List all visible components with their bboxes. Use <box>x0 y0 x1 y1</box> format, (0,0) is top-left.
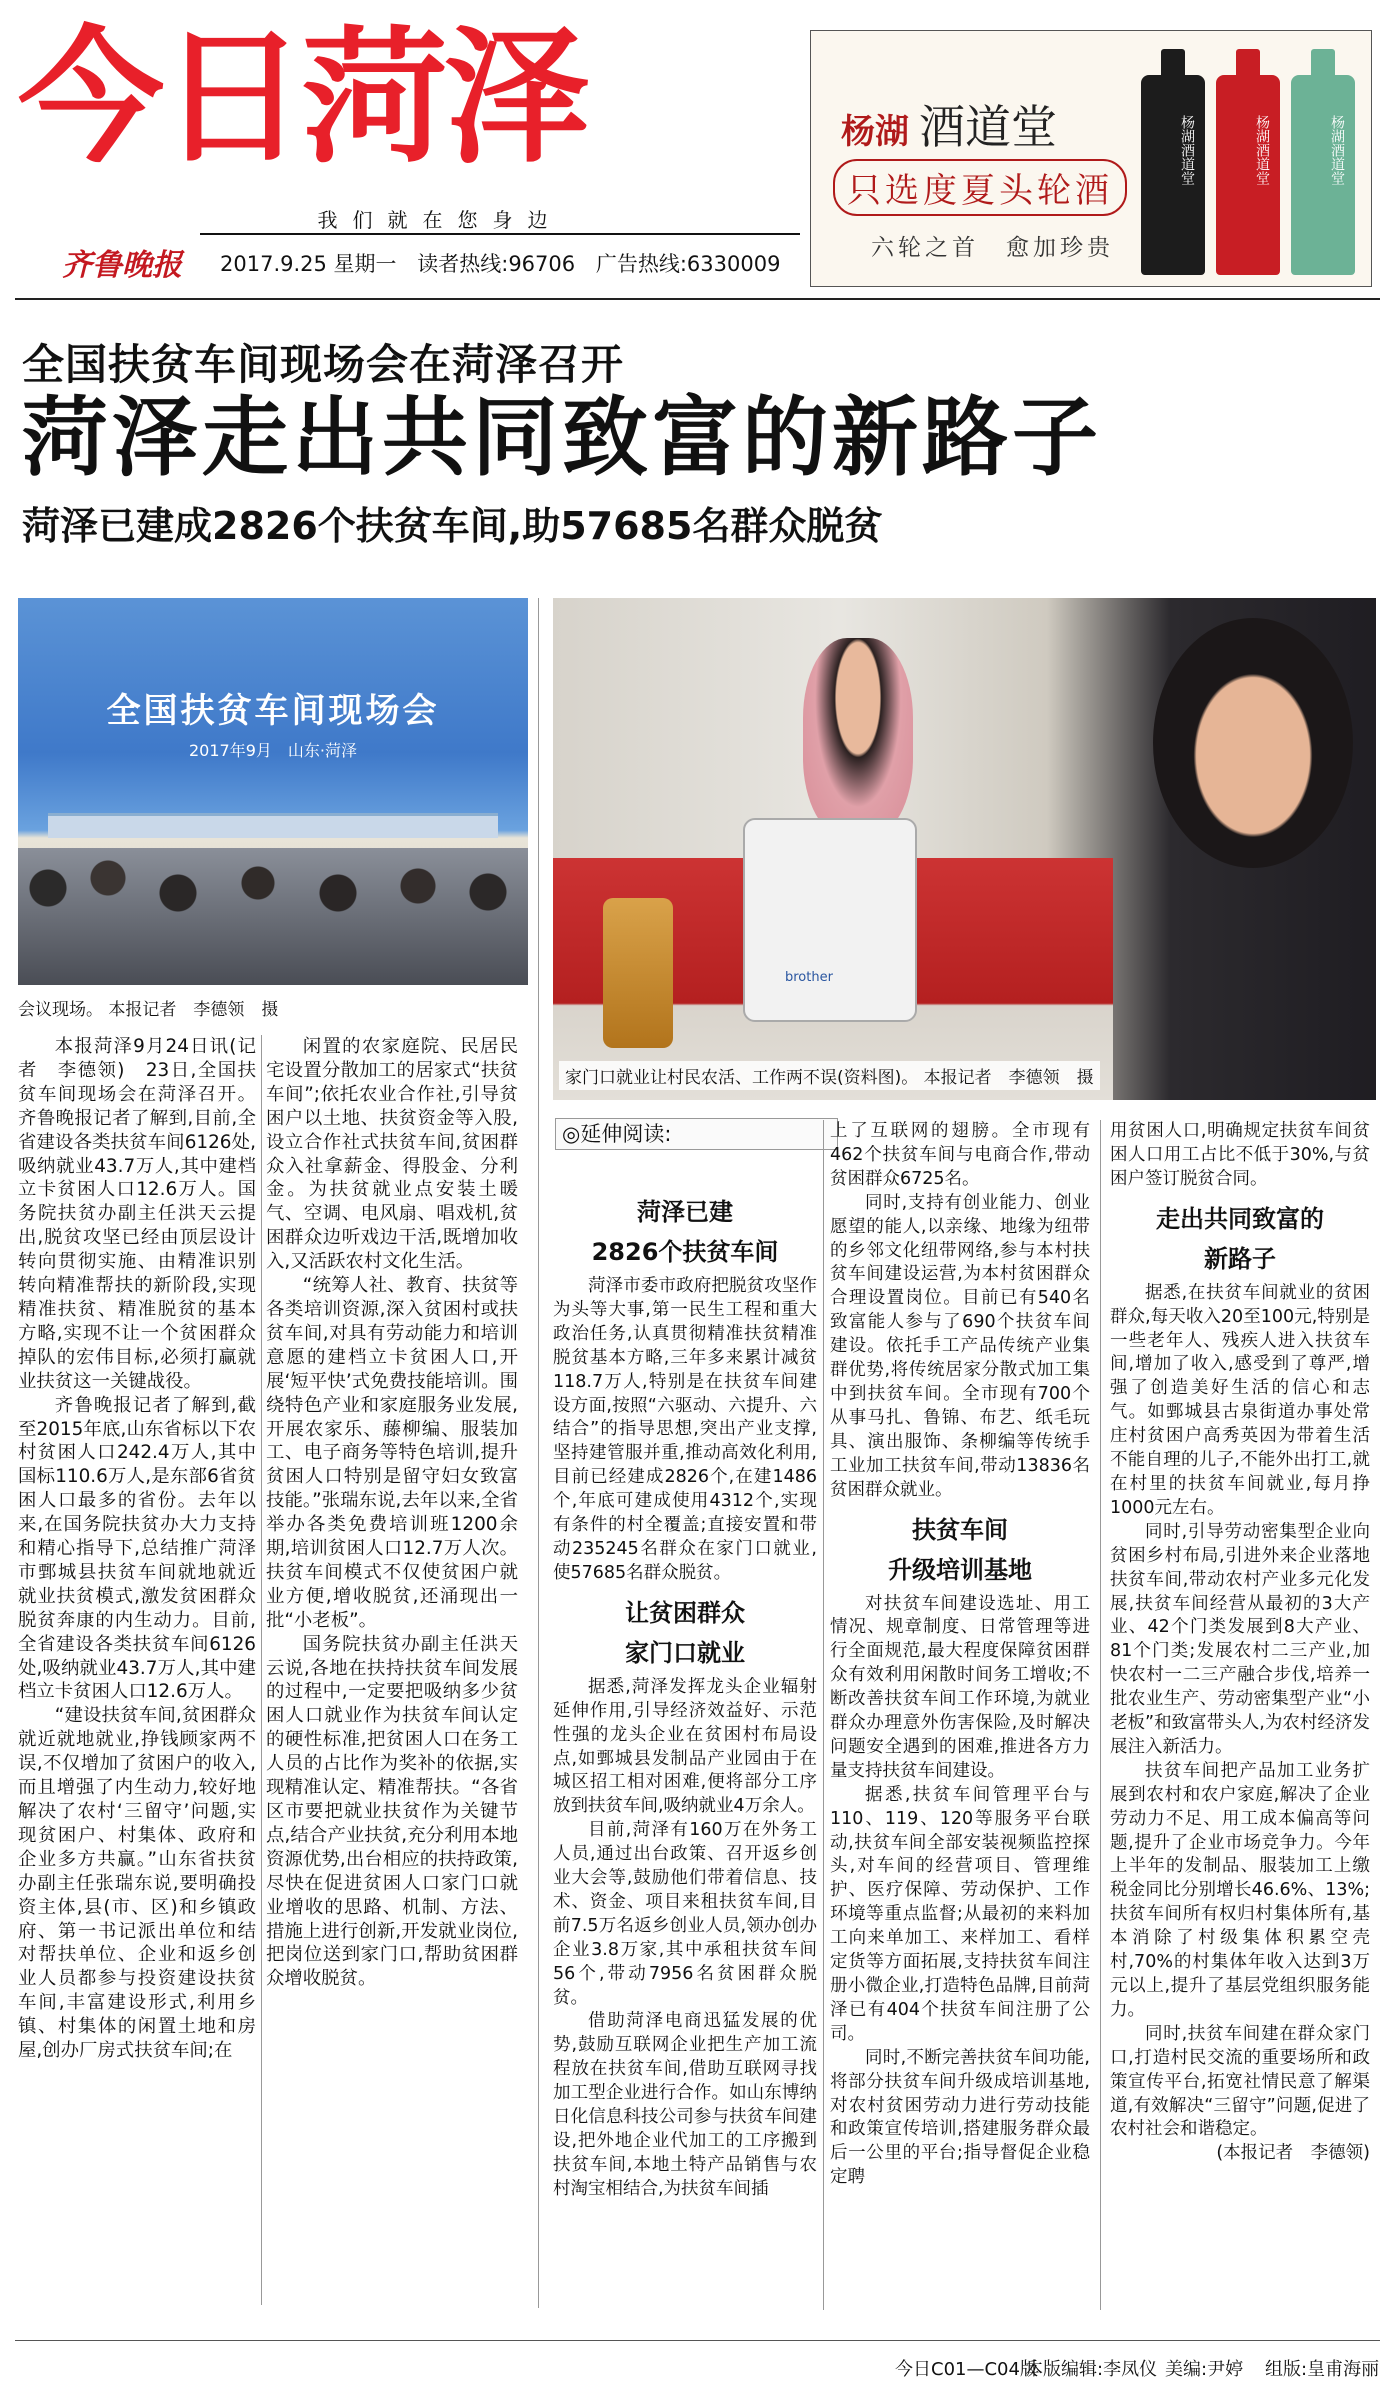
sewing-machine <box>743 818 917 1022</box>
paragraph: 据悉,菏泽发挥龙头企业辐射延伸作用,引导经济效益好、示范性强的龙头企业在贫困村布局设点,如鄄城县发制品产业园由于在城区招工相对困难,便将部分工序放到扶贫车间,吸纳就业4万余人。 <box>553 1676 817 1817</box>
masthead-divider <box>15 298 1380 300</box>
paragraph: 齐鲁晚报记者了解到,截至2015年底,山东省标以下农村贫困人口242.4万人,其中国标110.6万人,是东部6省贫困人口最多的省份。去年以来,在国务院扶贫办大力支持和精心指导下,总结推广菏泽市鄄城县扶贫车间就地就近就业扶贫模式,激发贫困群众脱贫奔康的内生动力。目前,全省建设各类扶贫车间6126处,吸纳就业43.7万人,其中建档立卡贫困人口12.6万人。 <box>18 1394 256 1703</box>
paragraph: 同时,引导劳动密集型企业向贫困乡村布局,引进外来企业落地扶贫车间,带动农村产业多元化发展,扶贫车间经营从最初的3大产业、42个门类发展到8大产业、81个门类;发展农村二三产业,加快农村一二三产融合步伐,培养一批农业生产、劳动密集型产业“小老板”和致富带头人,为农村经济发展注入新活力。 <box>1110 1521 1370 1757</box>
column-4 <box>830 1120 1090 2190</box>
section-heading: 扶贫车间 <box>912 1515 1008 1544</box>
paragraph: 国务院扶贫办副主任洪天云说,各地在扶持扶贫车间发展的过程中,一定要把吸纳多少贫困人口就业作为扶贫车间认定的硬性标准,把贫困人口在务工人员的占比作为奖补的依据,实现精准认定、精准帮扶。“各省区市要把就业扶贫作为关键节点,结合产业扶贫,充分利用本地资源优势,出台相应的扶持政策,尽快在促进贫困人口家门口就业增收的思路、机制、方法、措施上进行创新,开发就业岗位,把岗位送到家门口,帮助贫困群众增收脱贫。 <box>266 1633 518 1990</box>
water-bottle <box>603 898 673 1048</box>
section-heading: 菏泽已建 <box>637 1198 733 1226</box>
photo2-caption: 家门口就业让村民农活、工作两不误(资料图)。 本报记者 李德领 摄 <box>559 1061 1100 1090</box>
footer-rule <box>15 2340 1380 2341</box>
masthead-slogan: 我们就在您身边 <box>317 208 563 232</box>
section-heading: 新路子 <box>1204 1244 1276 1273</box>
paper-logo: 齐鲁晚报 <box>62 248 182 283</box>
column-5 <box>1110 1120 1370 2166</box>
conference-banner-sub: 2017年9月 山东·菏泽 <box>189 741 357 760</box>
paragraph: 上了互联网的翅膀。全市现有462个扶贫车间与电商合作,带动贫困群众6725名。 <box>830 1121 1090 1189</box>
photo1-caption: 会议现场。 本报记者 李德领 摄 <box>18 1000 279 1020</box>
paragraph: 扶贫车间把产品加工业务扩展到农村和农户家庭,解决了企业劳动力不足、用工成本偏高等问题,提升了企业市场竞争力。今年上半年的发制品、服装加工上缴税金同比分别增长46.6%、13%;扶贫车间所有权归村集体所有,基本消除了村级集体积累空壳村,70%的村集体年收入达到3万元以上,提升了基层党组织服务能力。 <box>1110 1760 1370 2020</box>
black-bottle-icon <box>1141 75 1205 275</box>
machine-brand: brother <box>785 970 833 985</box>
section-heading: 让贫困群众 <box>625 1598 745 1627</box>
paragraph: 对扶贫车间建设选址、用工情况、规章制度、日常管理等进行全面规范,最大程度保障贫困群众有效利用闲散时间务工增收;不断改善扶贫车间工作环境,为就业群众办理意外伤害保险,及时解决问题安全遇到的困难,推进各方力量支持扶贫车间建设。 <box>830 1593 1090 1781</box>
article-kicker: 全国扶贫车间现场会在菏泽召开 <box>22 340 625 389</box>
audience <box>18 848 528 985</box>
column-1 <box>18 1035 256 2063</box>
paragraph: 据悉,扶贫车间管理平台与110、119、120等服务平台联动,扶贫车间全部安装视频监控探头,对车间的经营项目、管理维护、医疗保障、劳动保护、工作环境等重点监督;从最初的来料加工向来单加工、来样加工、看样定货等方面拓展,支持扶贫车间注册小微企业,打造特色品牌,目前菏泽已有404个扶贫车间注册了公司。 <box>830 1784 1090 2044</box>
column-2 <box>266 1035 518 1991</box>
paragraph: “建设扶贫车间,贫困群众就近就地就业,挣钱顾家两不误,不仅增加了贫困户的收入,而且增强了内生动力,较好地解决了农村‘三留守’问题,实现贫困户、村集体、政府和企业多方共赢。”山东省扶贫办副主任张瑞东说,要明确投资主体,县(市、区)和乡镇政府、第一书记派出单位和结对帮扶单位、企业和返乡创业人员都参与投资建设扶贫车间,丰富建设形式,利用乡镇、村集体的闲置土地和房屋,创办厂房式扶贫车间;在 <box>18 1705 256 2062</box>
ad-brand-prefix: 杨湖 <box>841 112 909 152</box>
foreground-worker <box>1153 618 1353 868</box>
ad-tagline: 只选度夏头轮酒 <box>833 159 1127 216</box>
paragraph: 本报菏泽9月24日讯(记者 李德领) 23日,全国扶贫车间现场会在菏泽召开。齐鲁晚报记者了解到,目前,全省建设各类扶贫车间6126处,吸纳就业43.7万人,其中建档立卡贫困人口12.6万人。国务院扶贫办副主任洪天云提出,脱贫攻坚已经由顶层设计转向贯彻实施、由精准识别转向精准帮扶的新阶段,实现精准扶贫、精准脱贫的基本方略,实现不让一个贫困群众掉队的宏伟目标,必须打赢就业扶贫这一关键战役。 <box>18 1036 256 1392</box>
section-heading: 走出共同致富的 <box>1156 1204 1324 1233</box>
paragraph: 借助菏泽电商迅猛发展的优势,鼓励互联网企业把生产加工流程放在扶贫车间,借助互联网寻找加工型企业进行合作。如山东博纳日化信息科技公司参与扶贫车间建设,把外地企业代加工的工序搬到扶贫车间,本地土特产品销售与农村淘宝相结合,为扶贫车间插 <box>553 2011 817 2199</box>
paragraph: 同时,支持有创业能力、创业愿望的能人,以亲缘、地缘为纽带的乡邻文化纽带网络,参与本村扶贫车间建设运营,为本村贫困群众合理设置岗位。目前已有540名致富能人参与了690个扶贫车间建设。依托手工产品传统产业集群优势,将传统居家分散式加工集中到扶贫车间。全市现有700个从事马扎、鲁锦、布艺、纸毛玩具、演出服饰、条柳编等传统手工业加工扶贫车间,带动13836名贫困群众就业。 <box>830 1192 1090 1500</box>
footer-art: 美编:尹婷 <box>1165 2359 1244 2380</box>
paragraph: 同时,扶贫车间建在群众家门口,打造村民交流的重要场所和政策宣传平台,拓宽社情民意了解渠道,有效解决“三留守”问题,促进了农村社会和谐稳定。 <box>1110 2023 1370 2140</box>
column-3 <box>553 1185 817 2202</box>
liquor-advertisement <box>810 30 1372 287</box>
extend-reading-label: ◎延伸阅读: <box>555 1118 838 1150</box>
article-subhead: 菏泽已建成2826个扶贫车间,助57685名群众脱贫 <box>22 504 883 548</box>
paragraph: “统筹人社、教育、扶贫等各类培训资源,深入贫困村或扶贫车间,对具有劳动能力和培训意愿的建档立卡贫困人口,开展‘短平快’式免费技能培训。围绕特色产业和家庭服务业发展,开展农家乐、藤柳编、服装加工、电子商务等特色培训,提升贫困人口特别是留守妇女致富技能。”张瑞东说,去年以来,全省举办各类免费培训班1200余期,培训贫困人口12.7万人次。扶贫车间模式不仅使贫困户就业方便,增收脱贫,还涌现出一批“小老板”。 <box>266 1275 518 1631</box>
section-heading: 2826个扶贫车间 <box>591 1238 779 1266</box>
footer-editor: 本版编辑:李凤仪 <box>1025 2359 1158 2380</box>
masthead-rule <box>200 233 800 235</box>
bottle-label: 杨湖酒道堂 <box>1179 115 1195 185</box>
red-bottle-icon <box>1216 75 1280 275</box>
section-heading: 升级培训基地 <box>888 1555 1032 1584</box>
section-heading: 家门口就业 <box>625 1638 745 1667</box>
paragraph: 据悉,在扶贫车间就业的贫困群众,每天收入20至100元,特别是一些老年人、残疾人进入扶贫车间,增加了收入,感受到了尊严,增强了创造美好生活的信心和志气。如鄄城县古泉街道办事处常庄村贫困户高秀英因为带着生活不能自理的儿子,不能外出打工,就在村里的扶贫车间就业,每月挣1000元左右。 <box>1110 1282 1370 1518</box>
column-divider <box>538 598 539 2308</box>
paragraph: 同时,不断完善扶贫车间功能,将部分扶贫车间升级成培训基地,对农村贫困劳动力进行劳动技能和政策宣传培训,搭建服务群众最后一公里的平台;指导督促企业稳定聘 <box>830 2047 1090 2188</box>
workshop-photo <box>553 598 1376 1100</box>
bottle-label: 杨湖酒道堂 <box>1329 115 1345 185</box>
ad-brand <box>841 91 1057 157</box>
green-bottle-icon <box>1291 75 1355 275</box>
ad-subline: 六轮之首 愈加珍贵 <box>871 235 1114 261</box>
footer-pages: 今日C01—C04版 <box>895 2359 1038 2380</box>
paragraph: 菏泽市委市政府把脱贫攻坚作为头等大事,第一民生工程和重大政治任务,认真贯彻精准扶贫精准脱贫基本方略,三年多来累计减贫118.7万人,特别是在扶贫车间建设方面,按照“六驱动、六提升、六结合”的指导思想,突出产业支撑,坚持建管服并重,推动高效化利用,目前已经建成2826个,在建1486个,年底可建成使用4312个,实现有条件的村全覆盖;直接安置和带动235245名群众在家门口就业,使57685名群众脱贫。 <box>553 1276 817 1583</box>
column-divider <box>1100 1120 1101 2310</box>
paragraph: 目前,菏泽有160万在外务工人员,通过出台政策、召开返乡创业大会等,鼓励他们带着信息、技术、资金、项目来租扶贫车间,目前7.5万名返乡创业人员,领办创办企业3.8万家,其中承租扶贫车间56个,带动7956名贫困群众脱贫。 <box>553 1820 817 2008</box>
article-headline: 菏泽走出共同致富的新路子 <box>22 388 1102 488</box>
paragraph: 用贫困人口,明确规定扶贫车间贫困人口用工占比不低于30%,与贫困户签订脱贫合同。 <box>1110 1121 1370 1189</box>
paragraph: 闲置的农家庭院、民居民宅设置分散加工的居家式“扶贫车间”;依托农业合作社,引导贫困户以土地、扶贫资金等入股,设立合作社式扶贫车间,贫困群众入社拿薪金、得股金、分利金。为扶贫就业点安装土暖气、空调、电风扇、唱戏机,贫困群众边听戏边干活,既增加收入,又活跃农村文化生活。 <box>266 1036 518 1273</box>
ad-hotline: 广告热线:6330009 <box>595 252 781 276</box>
podium-table <box>48 813 498 838</box>
dateline <box>220 248 794 278</box>
masthead-title: 今日菏泽 <box>18 18 586 178</box>
ad-brand-name: 酒道堂 <box>919 100 1057 154</box>
reader-hotline: 读者热线:96706 <box>417 252 576 276</box>
column-divider <box>823 1120 824 2310</box>
background-worker <box>803 638 913 838</box>
conference-banner: 全国扶贫车间现场会 <box>106 691 440 731</box>
issue-date: 2017.9.25 星期一 <box>220 252 397 276</box>
byline: (本报记者 李德领) <box>1216 2143 1370 2164</box>
column-divider <box>261 1035 262 2305</box>
conference-photo <box>18 598 528 985</box>
bottle-label: 杨湖酒道堂 <box>1254 115 1270 185</box>
footer-proof: 组版:皇甫海丽 <box>1265 2359 1380 2380</box>
